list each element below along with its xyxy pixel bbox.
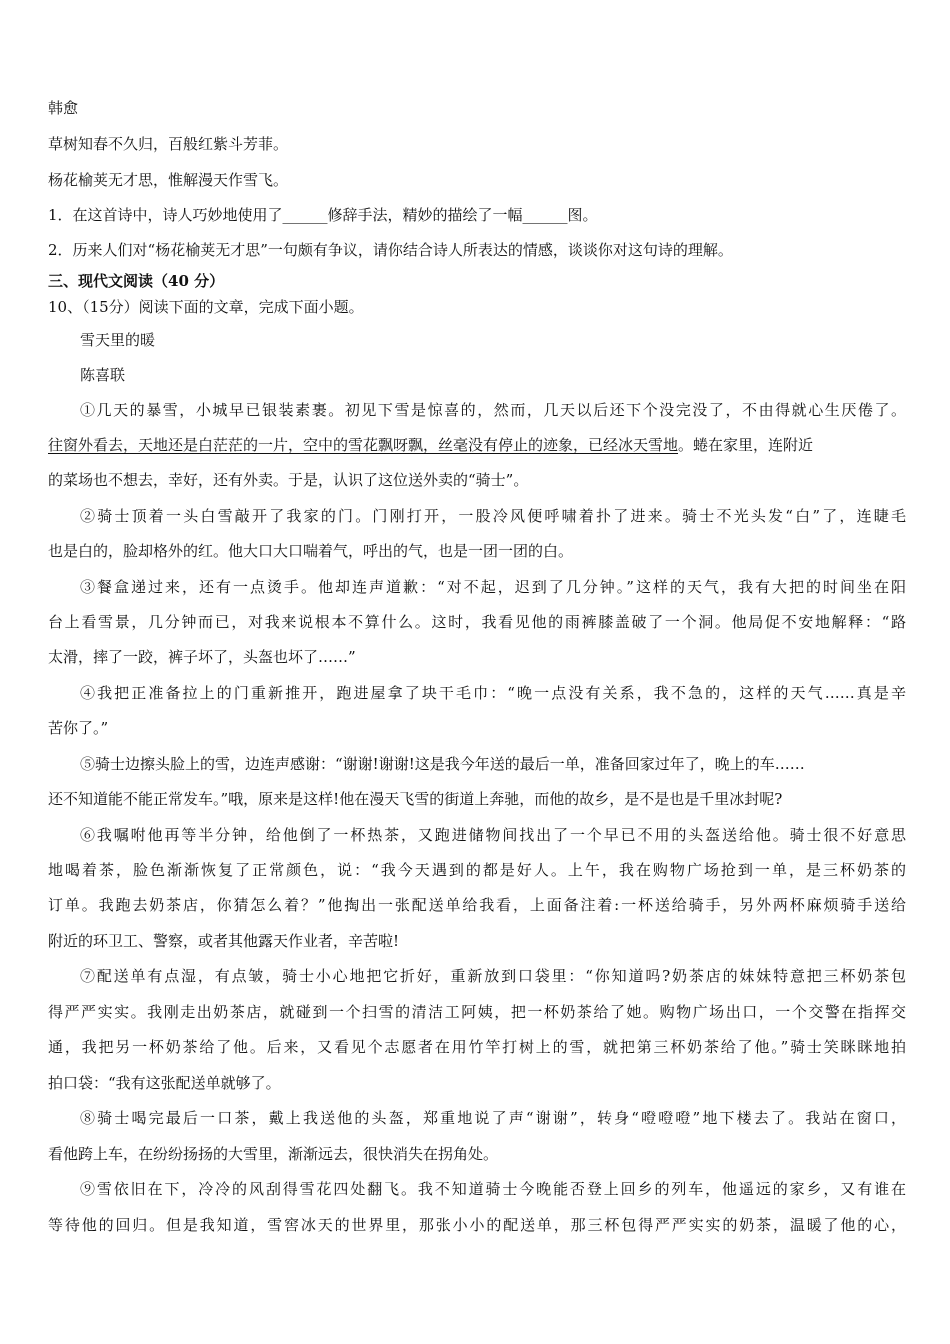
article-line: 苦你了。” — [48, 719, 109, 737]
article-author: 陈喜联 — [80, 366, 126, 384]
article-line: ④我把正准备拉上的门重新推开，跑进屋拿了块干毛巾：“晚一点没有关系，我不急的，这样的天气……真是辛 — [80, 684, 906, 702]
article-line: 拍口袋：“我有这张配送单就够了。 — [48, 1074, 281, 1092]
article-line: ③餐盒递过来，还有一点烫手。他却连声道歉：“对不起，迟到了几分钟。”这样的天气，我有大把的时间坐在阳 — [80, 578, 906, 596]
article-line: ②骑士顶着一头白雪敲开了我家的门。门刚打开，一股冷风便呼啸着扑了进来。骑士不光头发“白”了，连睫毛 — [80, 507, 906, 525]
article-line: 也是白的，脸却格外的红。他大口大口喘着气，呼出的气，也是一团一团的白。 — [48, 542, 574, 560]
article-line: ⑧骑士喝完最后一口茶，戴上我送他的头盔，郑重地说了声“谢谢”，转身“噔噔噔”地下楼去了。我站在窗口， — [80, 1109, 906, 1127]
article-line: 得严严实实。我刚走出奶茶店，就碰到一个扫雪的清洁工阿姨，把一杯奶茶给了她。购物广场出口，一个交警在指挥交 — [48, 1003, 906, 1021]
article-title: 雪天里的暖 — [80, 331, 156, 349]
article-line: 附近的环卫工、警察，或者其他露天作业者，辛苦啦! — [48, 932, 400, 950]
article-line: ⑤骑士边擦头脸上的雪，边连声感谢：“谢谢!谢谢!这是我今年送的最后一单，准备回家过年了，晚上的车…… — [80, 755, 805, 773]
poem-line-2: 杨花榆荚无才思，惟解漫天作雪飞。 — [48, 171, 289, 189]
poem-author: 韩愈 — [48, 99, 79, 117]
article-line: 的菜场也不想去，幸好，还有外卖。于是，认识了这位送外卖的“骑士”。 — [48, 471, 529, 489]
article-line: ①几天的暴雪，小城早已银装素裹。初见下雪是惊喜的，然而，几天以后还下个没完没了，不由得就心生厌倦了。 — [80, 401, 906, 419]
question-10: 10、（15分）阅读下面的文章，完成下面小题。 — [48, 298, 364, 316]
article-line: ⑥我嘱咐他再等半分钟，给他倒了一杯热茶，又跑进储物间找出了一个早已不用的头盔送给他。骑士很不好意思 — [80, 826, 906, 844]
article-line: 等待他的回归。但是我知道，雪窖冰天的世界里，那张小小的配送单，那三杯包得严严实实的奶茶，温暖了他的心， — [48, 1216, 906, 1234]
article-line: 订单。我跑去奶茶店，你猜怎么着？”他掏出一张配送单给我看，上面备注着:一杯送给骑手，另外两杯麻烦骑手送给 — [48, 896, 906, 914]
article-line: 还不知道能不能正常发车。”哦，原来是这样!他在漫天飞雪的街道上奔驰，而他的故乡，是不是也是千里冰封呢? — [48, 790, 783, 808]
article-line: ⑨雪依旧在下，冷冷的风刮得雪花四处翻飞。我不知道骑士今晚能否登上回乡的列车，他遥远的家乡，又有谁在 — [80, 1180, 906, 1198]
article-line: ⑦配送单有点湿，有点皱，骑士小心地把它折好，重新放到口袋里：“你知道吗?奶茶店的妹妹特意把三杯奶茶包 — [80, 967, 906, 985]
article-line: 看他跨上车，在纷纷扬扬的大雪里，渐渐远去，很快消失在拐角处。 — [48, 1145, 499, 1163]
article-line-tail: 。蜷在家里，连附近 — [678, 436, 814, 454]
question-2: 2．历来人们对“杨花榆荚无才思”一句颇有争议，请你结合诗人所表达的情感，谈谈你对这句诗的理解。 — [48, 241, 733, 259]
poem-line-1: 草树知春不久归，百般红紫斗芳菲。 — [48, 135, 289, 153]
question-1: 1．在这首诗中，诗人巧妙地使用了______修辞手法，精妙的描绘了一幅______图。 — [48, 206, 598, 224]
article-line: 地喝着茶，脸色渐渐恢复了正常颜色，说：“我今天遇到的都是好人。上午，我在购物广场抢到一单，是三杯奶茶的 — [48, 861, 906, 879]
article-line: 台上看雪景，几分钟而已，对我来说根本不算什么。这时，我看见他的雨裤膝盖破了一个洞。他局促不安地解释：“路 — [48, 613, 906, 631]
article-line — [48, 435, 906, 455]
underlined-sentence: 往窗外看去，天地还是白茫茫的一片，空中的雪花飘呀飘，丝毫没有停止的迹象，已经冰天雪地 — [48, 436, 679, 454]
section-heading: 三、现代文阅读（40 分） — [48, 272, 225, 290]
article-line: 太滑，摔了一跤，裤子坏了，头盔也坏了……” — [48, 648, 356, 666]
article-line: 通，我把另一杯奶茶给了他。后来，又看见个志愿者在用竹竿打树上的雪，就把第三杯奶茶给了他。”骑士笑眯眯地拍 — [48, 1038, 906, 1056]
